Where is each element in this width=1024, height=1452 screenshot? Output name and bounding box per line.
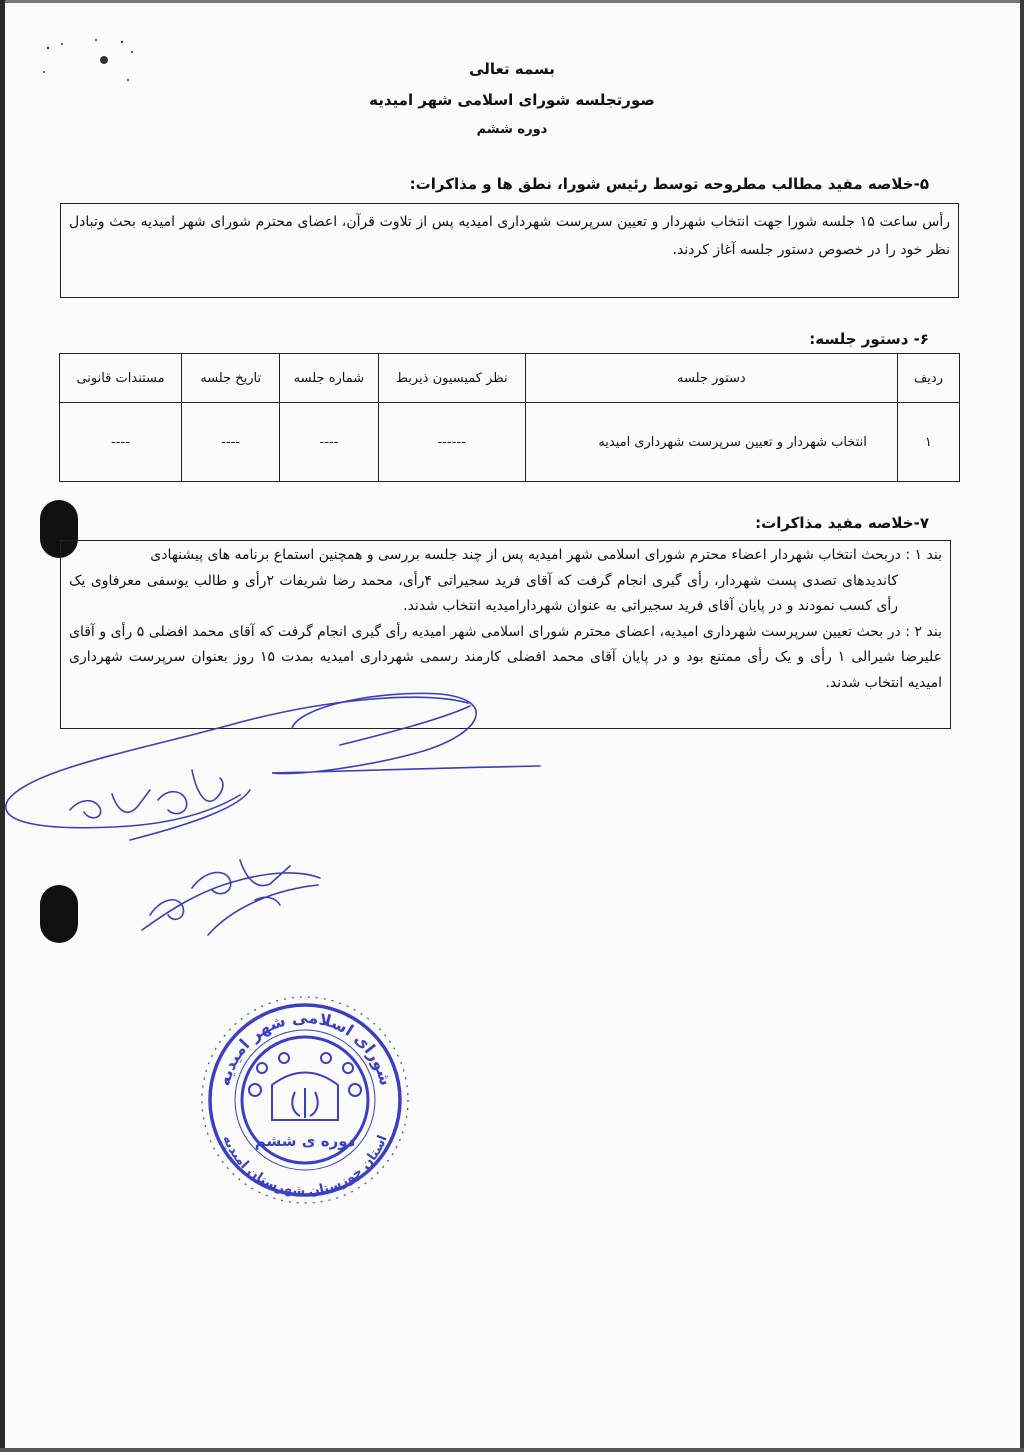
cell-session-date: ---- <box>182 403 280 482</box>
column-header-commission-opinion: نظر کمیسیون ذیربط <box>378 354 525 403</box>
column-header-legal-documents: مستندات قانونی <box>60 354 182 403</box>
signature-2 <box>142 860 320 935</box>
cell-legal-documents: ---- <box>60 403 182 482</box>
cell-session-number: ---- <box>280 403 378 482</box>
cell-commission-opinion: ------ <box>378 403 525 482</box>
scan-specks <box>43 39 133 81</box>
column-header-session-date: تاریخ جلسه <box>182 354 280 403</box>
iran-emblem-icon <box>249 1053 361 1120</box>
council-term: دوره ششم <box>476 122 548 137</box>
clause2-text: بند ۲ : در بحث تعیین سرپرست شهرداری امیدیه، اعضای محترم شورای اسلامی شهر امیدیه رأی گیری انجام گرفت که آقای محمد افضلی ۵ رأی و آقای علیرضا شیرالی ۱ رأی و یک رأی ممتنع بود و در پایان آقای محمد افضلی کارمند رسمی شهرداری امیدیه بمدت ۱۵ روز بعنوان سرپرست شهرداری امیدیه انتخاب شدند. <box>69 623 942 691</box>
section5-heading: ۵-خلاصه مفید مطالب مطروحه توسط رئیس شورا، نطق ها و مذاکرات: <box>409 175 929 193</box>
clause1-first-line: بند ۱ : دربحث انتخاب شهردار اعضاء محترم شورای اسلامی شهر امیدیه پس از چند جلسه بررسی و همچنین استماع برنامه های پیشنهادی <box>150 547 942 563</box>
clause1-continuation: کاندیدهای تصدی پست شهردار، رأی گیری انجام گرفت که آقای فرید سجیراتی ۴رأی، محمد رضا شریفات ۲رأی و طالب یوسفی معرفاوی یک رأی کسب نمودند و در پایان آقای فرید سجیراتی به عنوان شهردارامیدیه انتخاب شدند. <box>69 572 899 614</box>
column-header-row-number: ردیف <box>897 354 959 403</box>
cell-agenda: انتخاب شهردار و تعیین سرپرست شهرداری امیدیه <box>525 403 897 482</box>
seal-center-text: دوره ی ششم <box>254 1132 356 1150</box>
seal-bottom-text: استان خوزستان شهرستان امیدیه <box>219 1133 391 1200</box>
seal-top-text: شورای اسلامی شهر امیدیه <box>214 1007 396 1088</box>
column-header-agenda: دستور جلسه <box>525 354 897 403</box>
section6-heading: ۶- دستور جلسه: <box>809 330 929 348</box>
signature-1 <box>6 693 540 840</box>
official-seal <box>202 997 408 1203</box>
document-title: صورتجلسه شورای اسلامی شهر امیدیه <box>369 91 655 109</box>
section7-heading: ۷-خلاصه مفید مذاکرات: <box>755 514 929 532</box>
column-header-session-number: شماره جلسه <box>280 354 378 403</box>
bismillah-heading: بسمه تعالی <box>469 60 555 78</box>
section5-text: رأس ساعت ۱۵ جلسه شورا جهت انتخاب شهردار و تعیین سرپرست شهرداری امیدیه پس از تلاوت قرآن، اعضای محترم شورای شهر امیدیه بحث وتبادل نظر خود را در خصوص دستور جلسه آغاز کردند. <box>69 214 950 258</box>
cell-row-number: ۱ <box>897 403 959 482</box>
